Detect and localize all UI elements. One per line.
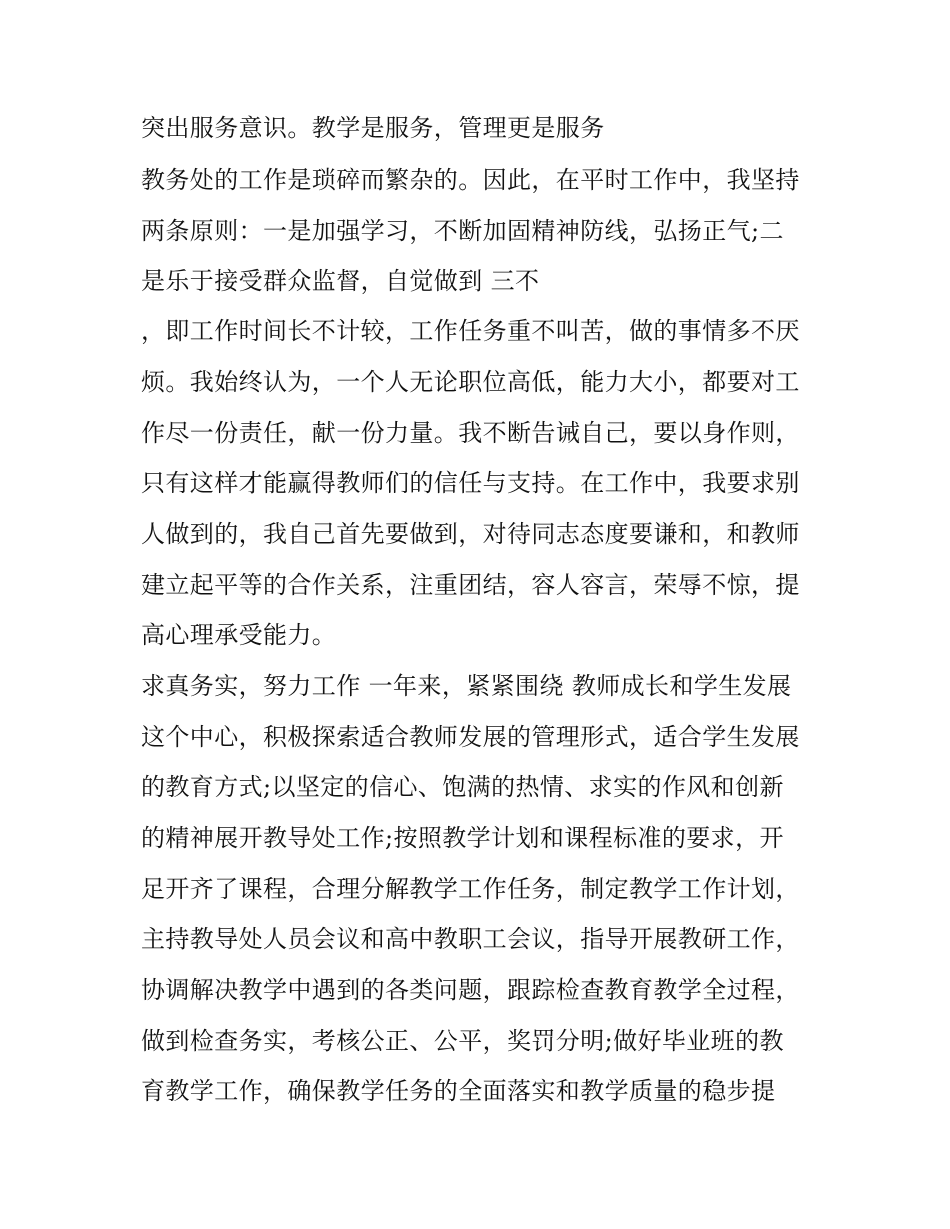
text-line: 高心理承受能力。 bbox=[141, 621, 337, 649]
text-line: 建立起平等的合作关系，注重团结，容人容言，荣辱不惊，提 bbox=[141, 571, 800, 599]
text-line: 只有这样才能赢得教师们的信任与支持。在工作中，我要求别 bbox=[141, 469, 800, 497]
text-line: 育教学工作，确保教学任务的全面落实和教学质量的稳步提 bbox=[141, 1077, 776, 1105]
text-line: 足开齐了课程，合理分解教学工作任务，制定教学工作计划， bbox=[141, 875, 800, 903]
text-line: 作尽一份责任，献一份力量。我不断告诫自己，要以身作则， bbox=[141, 419, 800, 447]
text-line: 这个中心，积极探索适合教师发展的管理形式，适合学生发展 bbox=[141, 723, 800, 751]
text-line: 的教育方式;以坚定的信心、饱满的热情、求实的作风和创新 bbox=[141, 773, 784, 801]
text-line: 做到检查务实，考核公正、公平，奖罚分明;做好毕业班的教 bbox=[141, 1027, 784, 1055]
text-line: 突出服务意识。教学是服务，管理更是服务 bbox=[141, 114, 605, 142]
text-line: 两条原则：一是加强学习，不断加固精神防线，弘扬正气;二 bbox=[141, 217, 784, 245]
text-line: 教务处的工作是琐碎而繁杂的。因此，在平时工作中，我坚持 bbox=[141, 166, 800, 194]
text-line: 协调解决教学中遇到的各类问题，跟踪检查教育教学全过程， bbox=[141, 976, 800, 1004]
text-line: 求真务实，努力工作 一年来，紧紧围绕 教师成长和学生发展 bbox=[141, 672, 792, 700]
text-line: 人做到的，我自己首先要做到，对待同志态度要谦和，和教师 bbox=[141, 520, 800, 548]
text-line: 是乐于接受群众监督，自觉做到 三不 bbox=[141, 267, 540, 295]
text-line: 烦。我始终认为，一个人无论职位高低，能力大小，都要对工 bbox=[141, 368, 800, 396]
text-line: 主持教导处人员会议和高中教职工会议，指导开展教研工作， bbox=[141, 925, 800, 953]
text-line: 的精神展开教导处工作;按照教学计划和课程标准的要求，开 bbox=[141, 824, 784, 852]
text-line: ，即工作时间长不计较，工作任务重不叫苦，做的事情多不厌 bbox=[141, 317, 800, 345]
